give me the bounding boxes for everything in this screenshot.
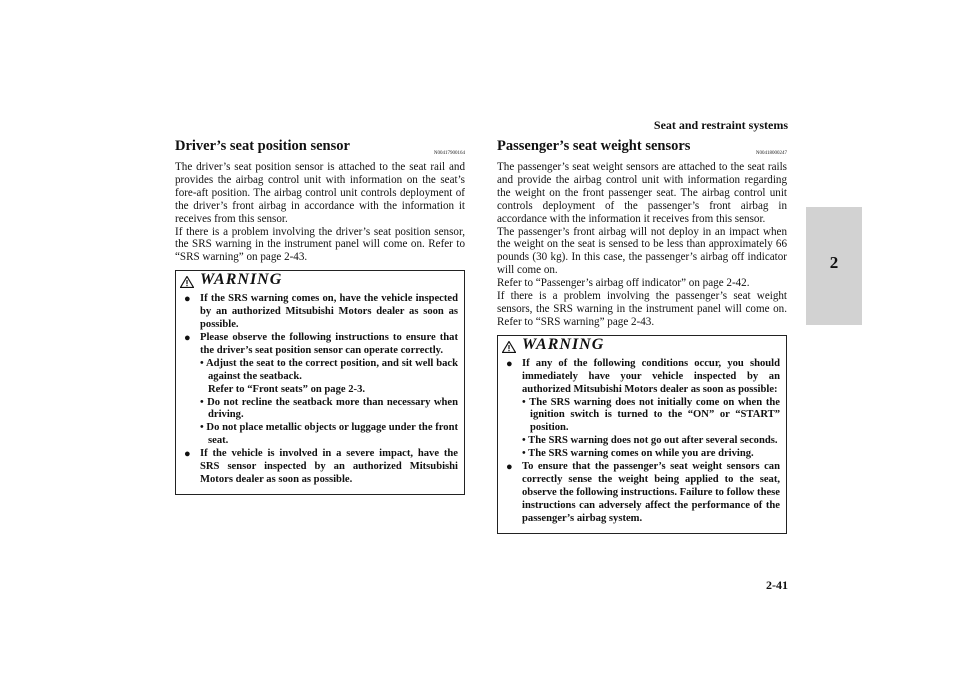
paragraph: The driver’s seat position sensor is attached to the seat rail and provides the airbag control unit with information on the seat’s fore-aft position. The airbag control unit controls deployment of the driver’s front airbag in accordance with the information it receives from this sensor. (175, 161, 465, 225)
warning-item-text: To ensure that the passenger’s seat weight sensors can correctly sense the weight being applied to the seat, observe the following instructions. Failure to follow these instructions can adversely affect the performance of the passenger’s airbag system. (522, 461, 780, 524)
warning-item (176, 332, 464, 448)
warning-subitem: • The SRS warning does not initially come on when the ignition switch is turned to the “ON” or “START” position. (522, 396, 780, 434)
warning-triangle-icon (180, 276, 194, 288)
warning-header (176, 271, 464, 291)
warning-subitem-note: Refer to “Front seats” on page 2-3. (208, 383, 366, 395)
warning-item (176, 293, 464, 332)
paragraph: Refer to “Passenger’s airbag off indicator” on page 2-42. (497, 277, 750, 290)
warning-item (498, 461, 786, 526)
page-number: 2-41 (766, 578, 788, 592)
warning-item-text: If the vehicle is involved in a severe impact, have the SRS sensor inspected by an authorized Mitsubishi Motors dealer as soon as possible. (200, 448, 458, 485)
section-code: N00418000247 (755, 151, 787, 156)
paragraph: The passenger’s front airbag will not deploy in an impact when the weight on the seat is sensed to be less than approximately 66 pounds (30 kg). In this case, the passenger’s airbag off indicator will come on. (497, 225, 787, 277)
section-header (175, 138, 465, 160)
warning-label: WARNING (200, 271, 283, 289)
warning-item-text: If any of the following conditions occur, you should immediately have your vehicle inspected by an authorized Mitsubishi Motors dealer as soon as possible: (522, 357, 780, 395)
chapter-number: 2 (829, 253, 839, 272)
warning-item-text: If the SRS warning comes on, have the vehicle inspected by an authorized Mitsubishi Motors dealer as soon as possible. (200, 293, 458, 331)
left-column (175, 138, 465, 495)
bullet-icon: ● (506, 357, 513, 370)
warning-label: WARNING (522, 335, 605, 353)
warning-subitem: • Do not recline the seatback more than necessary when driving. (200, 396, 458, 421)
chapter-tab (806, 207, 862, 325)
bullet-icon: ● (506, 461, 513, 474)
warning-header (498, 336, 786, 356)
warning-subitem: • The SRS warning does not go out after several seconds. (522, 435, 778, 447)
paragraph: If there is a problem involving the driver’s seat position sensor, the SRS warning in the instrument panel will come on. Refer to “SRS warning” on page 2-43. (175, 225, 465, 264)
section-title: Passenger’s seat weight sensors (497, 138, 691, 154)
warning-box (497, 335, 787, 534)
warning-item-text: Please observe the following instructions to ensure that the driver’s seat position sensor can operate correctly. (200, 331, 458, 356)
bullet-icon: ● (184, 448, 191, 461)
bullet-icon: ● (184, 293, 191, 306)
section-code: N00417900164 (433, 151, 465, 156)
paragraph: If there is a problem involving the passenger’s seat weight sensors, the SRS warning in the instrument panel will come on. Refer to “SRS warning” page 2-43. (497, 290, 787, 328)
paragraph: The passenger’s seat weight sensors are attached to the seat rails and provide the airbag control unit with information regarding the weight on the front passenger seat. The airbag control unit controls deployment of the passenger’s front airbag in accordance with the information it receives from this sensor. (497, 161, 787, 225)
warning-item (498, 358, 786, 461)
warning-subitem: • Adjust the seat to the correct position, and sit well back against the seatback. (200, 357, 458, 382)
right-column (497, 138, 787, 534)
warning-subitem: • The SRS warning comes on while you are driving. (522, 448, 754, 460)
bullet-icon: ● (184, 331, 191, 344)
warning-box (175, 270, 465, 495)
warning-triangle-icon (502, 341, 516, 353)
running-header: Seat and restraint systems (653, 118, 788, 132)
warning-item (176, 448, 464, 487)
section-header (497, 138, 787, 160)
section-title: Driver’s seat position sensor (175, 138, 350, 154)
warning-subitem: • Do not place metallic objects or luggage under the front seat. (200, 422, 458, 447)
